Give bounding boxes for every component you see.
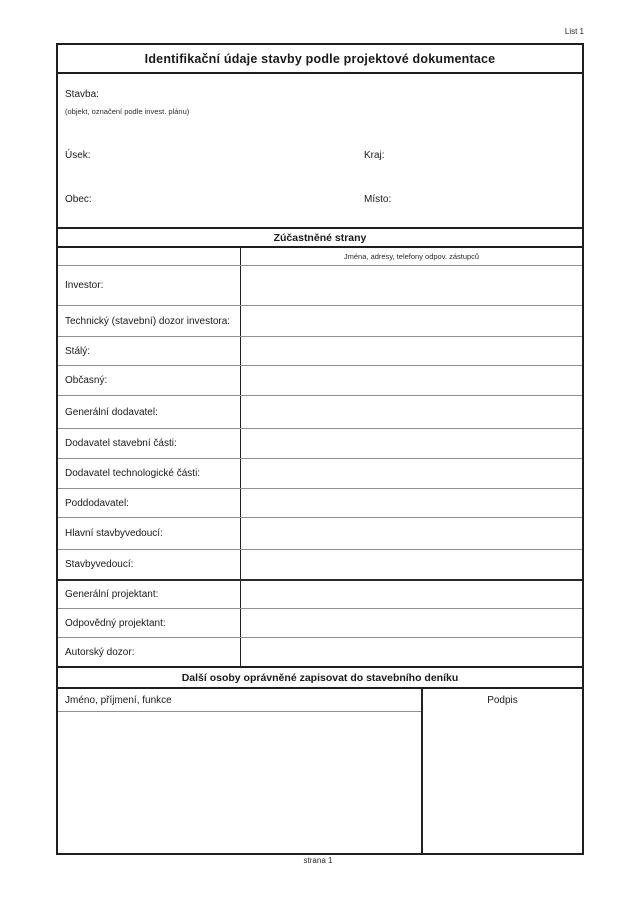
party-value-field[interactable] <box>240 396 582 428</box>
table-row <box>58 488 582 517</box>
table-row <box>58 517 582 549</box>
parties-header-spacer <box>58 248 240 265</box>
party-label: Hlavní stavbyvedoucí: <box>65 528 163 539</box>
kraj-label: Kraj: <box>364 150 385 161</box>
table-row <box>58 336 582 365</box>
party-value-field[interactable] <box>240 366 582 395</box>
party-label: Dodavatel technologické části: <box>65 468 201 479</box>
stavba-note: (objekt, označení podle invest. plánu) <box>65 107 190 116</box>
page-number-footer: strana 1 <box>303 856 333 865</box>
name-function-column-header: Jméno, příjmení, funkce <box>58 689 421 712</box>
form-document <box>56 43 584 855</box>
party-value-field[interactable] <box>240 581 582 608</box>
table-row <box>58 305 582 336</box>
sheet-number-label: List 1 <box>564 27 584 36</box>
name-function-column <box>58 689 421 853</box>
parties-names-column-header: Jména, adresy, telefony odpov. zástupců <box>240 248 582 265</box>
table-row <box>58 395 582 428</box>
signature-column-header: Podpis <box>487 695 518 706</box>
other-persons-section-header: Další osoby oprávněné zapisovat do stavebního deníku <box>58 666 582 689</box>
party-value-field[interactable] <box>240 550 582 579</box>
party-value-field[interactable] <box>240 638 582 666</box>
party-label: Investor: <box>65 280 104 291</box>
party-value-field[interactable] <box>240 429 582 458</box>
misto-label: Místo: <box>364 194 392 205</box>
party-label: Generální projektant: <box>65 589 159 600</box>
party-label: Občasný: <box>65 375 108 386</box>
party-value-field[interactable] <box>240 489 582 517</box>
project-info-fill-area[interactable] <box>58 74 582 227</box>
table-row <box>58 549 582 579</box>
party-value-field[interactable] <box>240 266 582 305</box>
parties-column-header-row <box>58 248 582 265</box>
signature-column <box>421 689 582 853</box>
party-value-field[interactable] <box>240 337 582 365</box>
obec-label: Obec: <box>65 194 92 205</box>
party-label: Poddodavatel: <box>65 497 129 509</box>
party-value-field[interactable] <box>240 518 582 549</box>
party-value-field[interactable] <box>240 306 582 336</box>
table-row <box>58 637 582 666</box>
other-persons-table <box>58 689 582 853</box>
table-row <box>58 579 582 608</box>
party-label: Stavbyvedoucí: <box>65 559 134 570</box>
table-row <box>58 458 582 488</box>
form-title: Identifikační údaje stavby podle projektové dokumentace <box>58 45 582 74</box>
table-row <box>58 428 582 458</box>
party-label: Dodavatel stavební části: <box>65 438 177 449</box>
signature-fill-area[interactable] <box>423 712 582 853</box>
usek-label: Úsek: <box>65 150 91 161</box>
party-label: Generální dodavatel: <box>65 406 158 418</box>
party-value-field[interactable] <box>240 609 582 637</box>
name-function-fill-area[interactable] <box>58 712 421 853</box>
table-row <box>58 365 582 395</box>
party-label: Technický (stavební) dozor investora: <box>65 315 231 327</box>
parties-section-header: Zúčastněné strany <box>58 227 582 248</box>
stavba-label: Stavba: <box>65 89 99 100</box>
table-row <box>58 265 582 305</box>
table-row <box>58 608 582 637</box>
party-label: Odpovědný projektant: <box>65 617 166 629</box>
party-value-field[interactable] <box>240 459 582 488</box>
parties-table <box>58 248 582 666</box>
party-label: Autorský dozor: <box>65 646 135 658</box>
party-label: Stálý: <box>65 345 91 357</box>
